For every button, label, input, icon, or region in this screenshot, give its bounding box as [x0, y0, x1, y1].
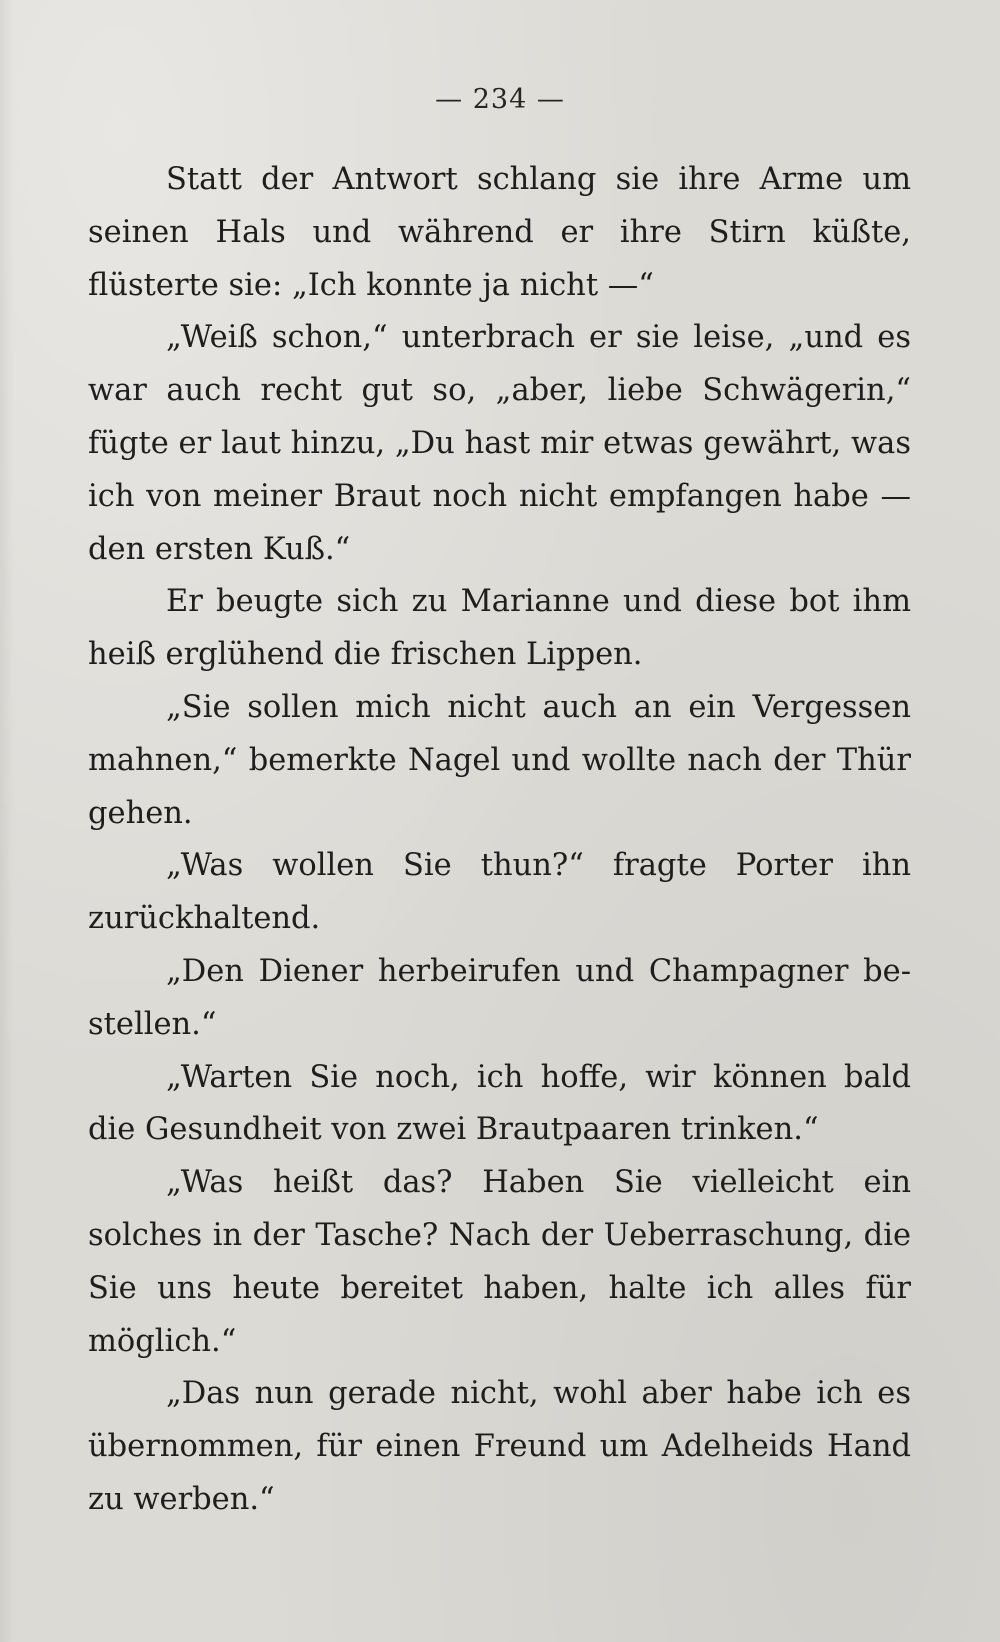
page-text [88, 154, 911, 1527]
paragraph: „Sie sollen mich nicht auch an ein Vergessen mahnen,“ bemerkte Nagel und wollte nach der Thür gehen. [88, 689, 911, 831]
page-edge-shadow [0, 0, 14, 1642]
paragraph: „Was wollen Sie thun?“ fragte Porter ihn zurückhaltend. [88, 848, 911, 937]
paragraph: „Das nun gerade nicht, wohl aber habe ich es übernommen, für einen Freund um Adelheids Hand zu werben.“ [88, 1376, 911, 1517]
paragraph: „Was heißt das? Haben Sie vielleicht ein solches in der Tasche? Nach der Ueberraschung, die Sie uns heute bereitet haben, halte ich alles für möglich.“ [88, 1165, 911, 1359]
paragraph: „Den Diener herbeirufen und Champagner be-stellen.“ [88, 953, 911, 1042]
paragraph: Statt der Antwort schlang sie ihre Arme um seinen Hals und während er ihre Stirn küßte, flüsterte sie: „Ich konnte ja nicht —“ [88, 162, 911, 303]
paragraph: „Warten Sie noch, ich hoffe, wir können bald die Gesundheit von zwei Brautpaaren trinken.“ [88, 1059, 911, 1148]
paragraph: Er beugte sich zu Marianne und diese bot ihm heiß erglühend die frischen Lippen. [88, 584, 911, 673]
page-number: — 234 — [435, 84, 565, 115]
paragraph: „Weiß schon,“ unterbrach er sie leise, „und es war auch recht gut so, „aber, liebe Schwägerin,“ fügte er laut hinzu, „Du hast mir etwas gewährt, was ich von meiner Braut noch nicht empfangen habe — den ersten Kuß.“ [88, 320, 911, 567]
